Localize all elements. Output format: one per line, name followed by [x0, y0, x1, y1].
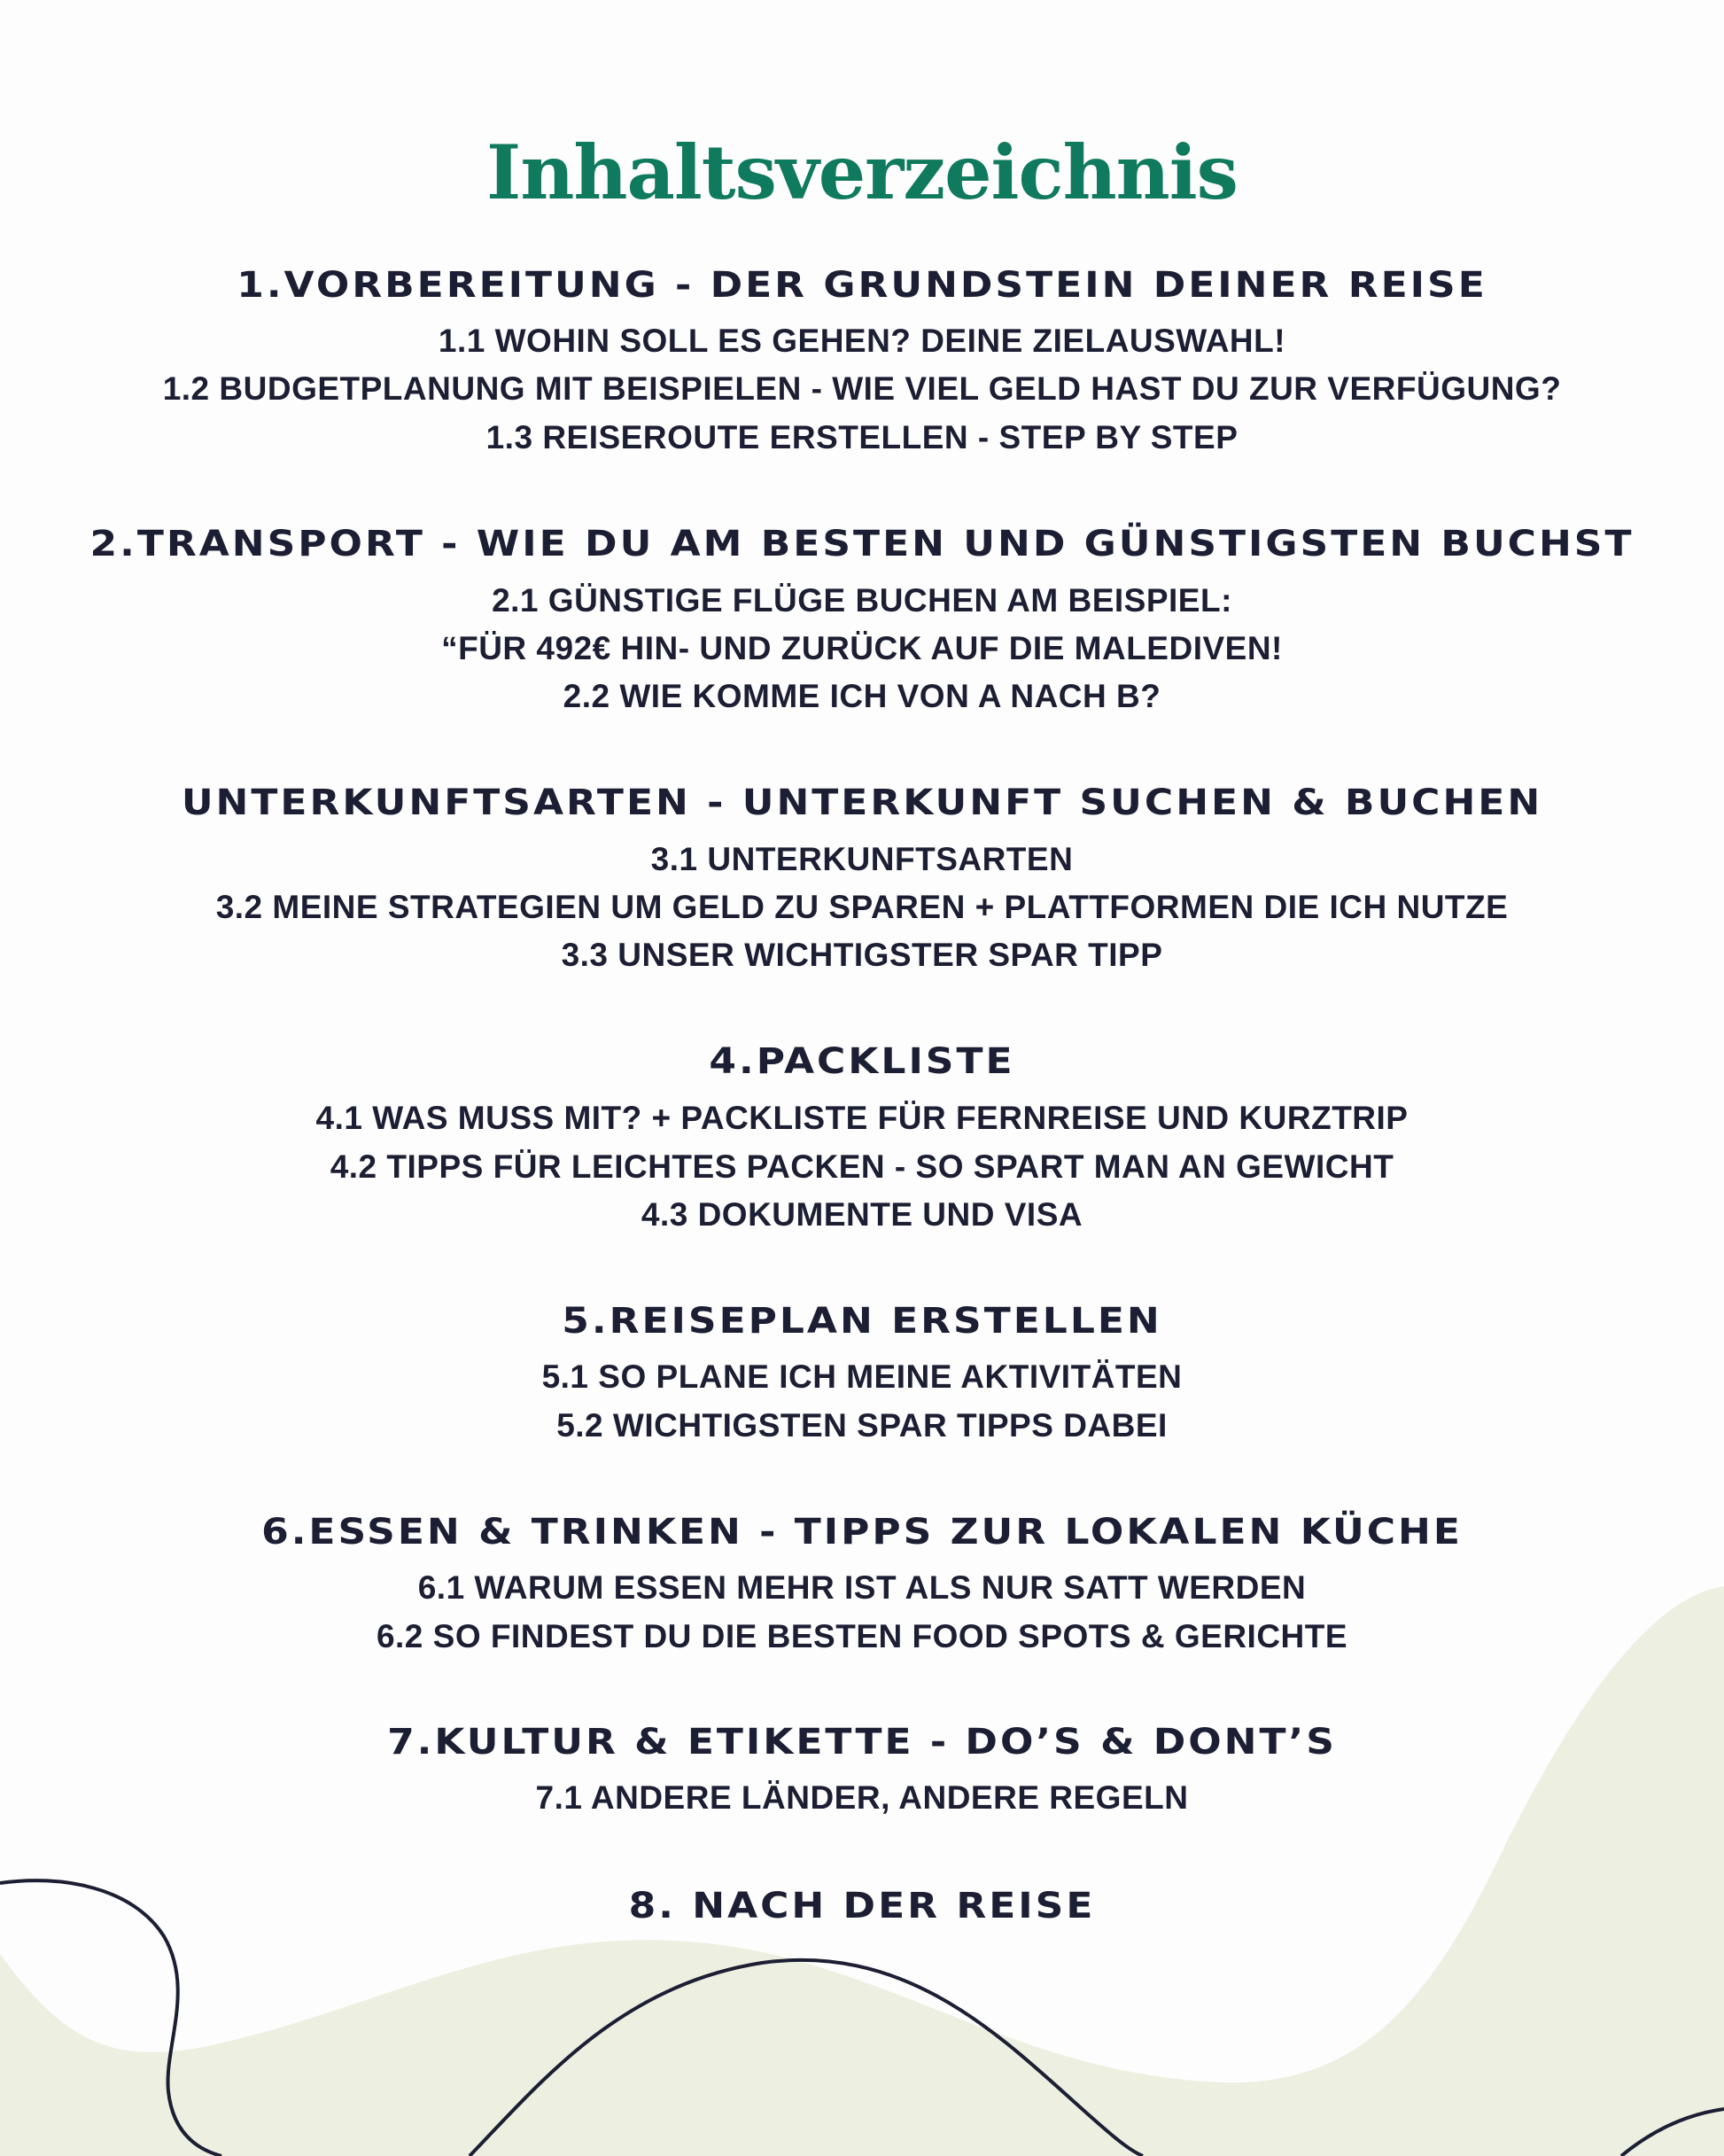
green-wave-shape — [0, 1586, 1724, 2156]
toc-item-4-2: 4.2 TIPPS FÜR LEICHTES PACKEN - SO SPART MAN AN GEWICHT — [330, 1148, 1394, 1185]
toc-item-7-1: 7.1 ANDERE LÄNDER, ANDERE REGELN — [535, 1779, 1189, 1816]
section-heading-2: 2.TRANSPORT - WIE DU AM BESTEN UND GÜNSTIGSTEN BUCHST — [89, 523, 1635, 564]
toc-item-5-2: 5.2 WICHTIGSTEN SPAR TIPPS DABEI — [556, 1407, 1168, 1444]
section-heading-8: 8. NACH DER REISE — [628, 1885, 1096, 1926]
toc-item-3-3: 3.3 UNSER WICHTIGSTER SPAR TIPP — [561, 937, 1163, 973]
toc-item-4-1: 4.1 WAS MUSS MIT? + PACKLISTE FÜR FERNREISE UND KURZTRIP — [315, 1100, 1409, 1136]
section-heading-5: 5.REISEPLAN ERSTELLEN — [562, 1300, 1162, 1342]
page-title: Inhaltsverzeichnis — [486, 128, 1238, 216]
section-heading-4: 4.PACKLISTE — [709, 1040, 1015, 1082]
section-heading-1: 1.VORBEREITUNG - DER GRUNDSTEIN DEINER REISE — [237, 264, 1487, 306]
toc-item-2-1-example: “FÜR 492€ HIN- UND ZURÜCK AUF DIE MALEDIVEN! — [441, 630, 1283, 666]
toc-item-2-2: 2.2 WIE KOMME ICH VON A NACH B? — [563, 678, 1161, 714]
toc-item-6-1: 6.1 WARUM ESSEN MEHR IST ALS NUR SATT WERDEN — [417, 1569, 1307, 1606]
toc-item-6-2: 6.2 SO FINDEST DU DIE BESTEN FOOD SPOTS & GERICHTE — [376, 1618, 1348, 1654]
toc-item-3-1: 3.1 UNTERKUNFTSARTEN — [650, 841, 1074, 877]
section-heading-6: 6.ESSEN & TRINKEN - TIPPS ZUR LOKALEN KÜCHE — [261, 1511, 1463, 1553]
toc-item-1-3: 1.3 REISEROUTE ERSTELLEN - STEP BY STEP — [485, 419, 1239, 455]
toc-item-4-3: 4.3 DOKUMENTE UND VISA — [641, 1196, 1083, 1233]
section-heading-3: UNTERKUNFTSARTEN - UNTERKUNFT SUCHEN & BUCHEN — [181, 782, 1543, 823]
toc-item-3-2: 3.2 MEINE STRATEGIEN UM GELD ZU SPAREN + PLATTFORMEN DIE ICH NUTZE — [215, 889, 1509, 925]
toc-item-5-1: 5.1 SO PLANE ICH MEINE AKTIVITÄTEN — [541, 1358, 1183, 1395]
toc-item-2-1: 2.1 GÜNSTIGE FLÜGE BUCHEN AM BEISPIEL: — [492, 582, 1232, 619]
section-heading-7: 7.KULTUR & ETIKETTE - DO’S & DONT’S — [387, 1721, 1337, 1763]
toc-item-1-1: 1.1 WOHIN SOLL ES GEHEN? DEINE ZIELAUSWAHL! — [438, 323, 1286, 359]
toc-item-1-2: 1.2 BUDGETPLANUNG MIT BEISPIELEN - WIE VIEL GELD HAST DU ZUR VERFÜGUNG? — [162, 370, 1562, 407]
